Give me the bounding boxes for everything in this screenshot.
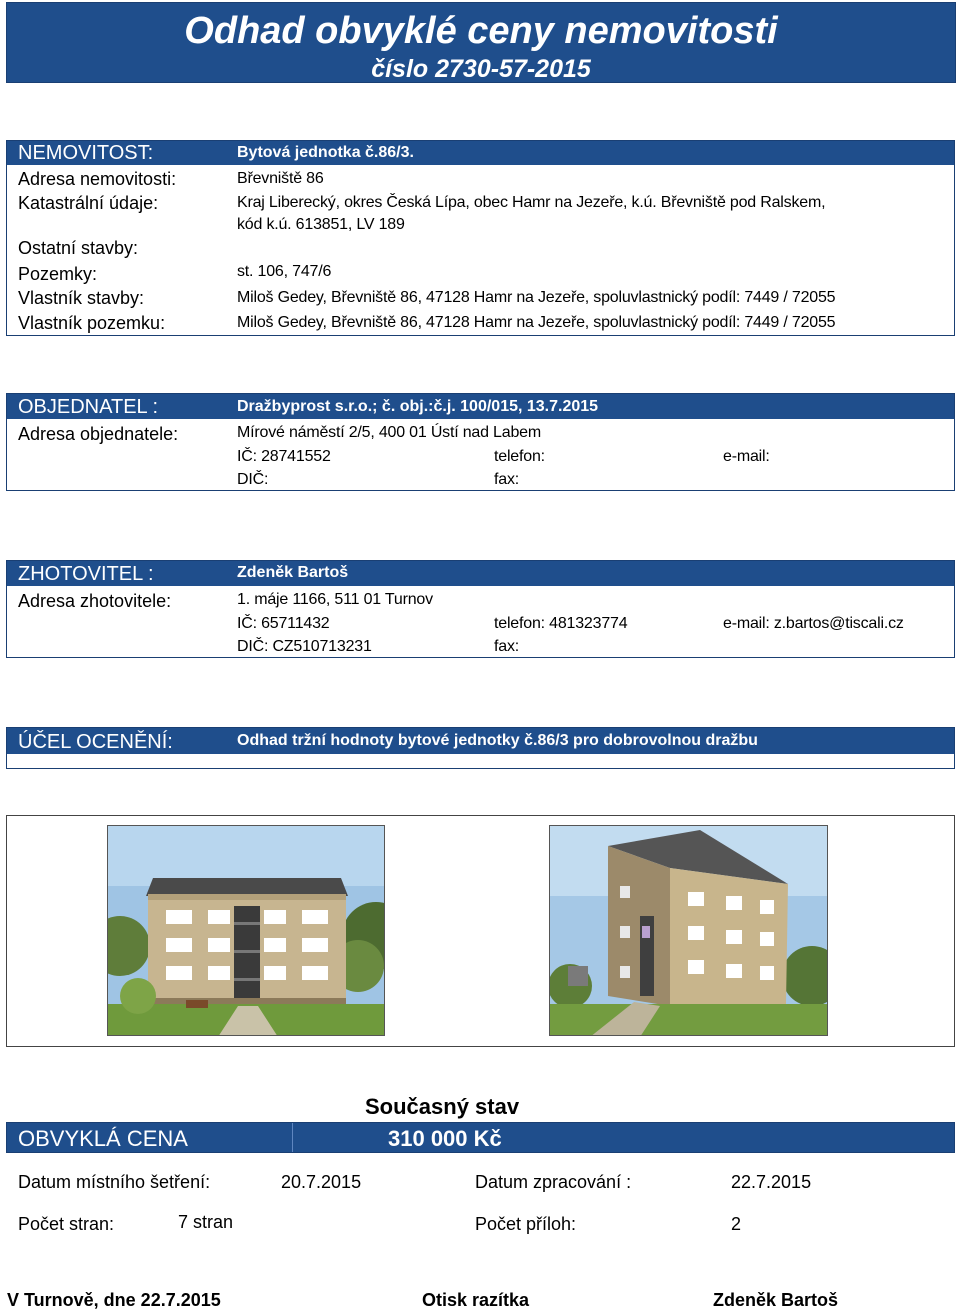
- current-state-label: Současný stav: [365, 1094, 520, 1119]
- price-divider: [292, 1123, 293, 1152]
- property-section: [6, 140, 955, 336]
- processing-date-value: 22.7.2015: [731, 1172, 812, 1192]
- client-section: [6, 393, 955, 491]
- client-heading-value: Dražbyprost s.r.o.; č. obj.:č.j. 100/015, 13.7.2015: [237, 398, 599, 415]
- land-label: Pozemky:: [18, 264, 98, 284]
- contractor-heading-bar: [7, 561, 954, 586]
- title-banner: [6, 2, 956, 83]
- pages-count-value: 7 stran: [178, 1212, 234, 1232]
- cadastre-value: Kraj Liberecký, okres Česká Lípa, obec Hamr na Jezeře, k.ú. Břevniště pod Ralskem,: [237, 194, 826, 211]
- client-email: e-mail:: [723, 448, 770, 465]
- contractor-address-label: Adresa zhotovitele:: [18, 591, 172, 611]
- document-title: Odhad obvyklé ceny nemovitosti: [184, 10, 778, 52]
- usual-price-value: 310 000 Kč: [388, 1126, 502, 1151]
- processing-date-label: Datum zpracování :: [475, 1172, 632, 1192]
- land-owner-value: Miloš Gedey, Břevniště 86, 47128 Hamr na Jezeře, spoluvlastnický podíl: 7449 / 72055: [237, 314, 836, 331]
- property-heading-value: Bytová jednotka č.86/3.: [237, 144, 414, 161]
- contractor-ic: IČ: 65711432: [237, 615, 330, 632]
- building-owner-label: Vlastník stavby:: [18, 288, 145, 308]
- land-owner-label: Vlastník pozemku:: [18, 313, 166, 333]
- purpose-value: Odhad tržní hodnoty bytové jednotky č.86/3 pro dobrovolnou dražbu: [237, 732, 758, 749]
- price-bar: [6, 1122, 955, 1153]
- building-side-photo: [549, 825, 828, 1036]
- land-value: st. 106, 747/6: [237, 263, 332, 280]
- stamp-label: Otisk razítka: [422, 1290, 530, 1310]
- client-dic: DIČ:: [237, 471, 269, 488]
- address-value: Břevniště 86: [237, 170, 324, 187]
- client-heading-bar: [7, 394, 954, 419]
- purpose-heading-bar: [7, 728, 954, 754]
- attachments-count-value: 2: [731, 1214, 742, 1234]
- property-heading-label: NEMOVITOST:: [18, 142, 154, 164]
- client-address-label: Adresa objednatele:: [18, 424, 179, 444]
- contractor-address-value: 1. máje 1166, 511 01 Turnov: [237, 591, 433, 608]
- place-and-date: V Turnově, dne 22.7.2015: [7, 1290, 221, 1310]
- purpose-label: ÚČEL OCENĚNÍ:: [18, 731, 173, 753]
- cadastre-value-line2: kód k.ú. 613851, LV 189: [237, 216, 405, 233]
- document-number: číslo 2730-57-2015: [371, 55, 591, 83]
- building-owner-value: Miloš Gedey, Břevniště 86, 47128 Hamr na Jezeře, spoluvlastnický podíl: 7449 / 72055: [237, 289, 836, 306]
- property-heading-bar: [7, 141, 954, 165]
- client-fax: fax:: [494, 471, 519, 488]
- cadastre-label: Katastrální údaje:: [18, 193, 159, 213]
- contractor-email: e-mail: z.bartos@tiscali.cz: [723, 615, 904, 632]
- usual-price-label: OBVYKLÁ CENA: [18, 1126, 188, 1151]
- contractor-heading-label: ZHOTOVITEL :: [18, 563, 154, 585]
- contractor-heading-value: Zdeněk Bartoš: [237, 564, 349, 581]
- inspection-date-label: Datum místního šetření:: [18, 1172, 211, 1192]
- client-ic: IČ: 28741552: [237, 448, 331, 465]
- contractor-fax: fax:: [494, 638, 519, 655]
- inspection-date-value: 20.7.2015: [281, 1172, 362, 1192]
- signature-name: Zdeněk Bartoš: [713, 1290, 839, 1310]
- other-buildings-label: Ostatní stavby:: [18, 238, 139, 258]
- contractor-dic: DIČ: CZ510713231: [237, 638, 372, 655]
- address-label: Adresa nemovitosti:: [18, 169, 177, 189]
- purpose-section: [6, 727, 955, 769]
- attachments-count-label: Počet příloh:: [475, 1214, 577, 1234]
- client-heading-label: OBJEDNATEL :: [18, 396, 159, 418]
- pages-count-label: Počet stran:: [18, 1214, 115, 1234]
- building-front-photo: [107, 825, 385, 1036]
- contractor-phone: telefon: 481323774: [494, 615, 628, 632]
- contractor-section: [6, 560, 955, 658]
- client-phone: telefon:: [494, 448, 545, 465]
- client-address-value: Mírové náměstí 2/5, 400 01 Ústí nad Labem: [237, 424, 541, 441]
